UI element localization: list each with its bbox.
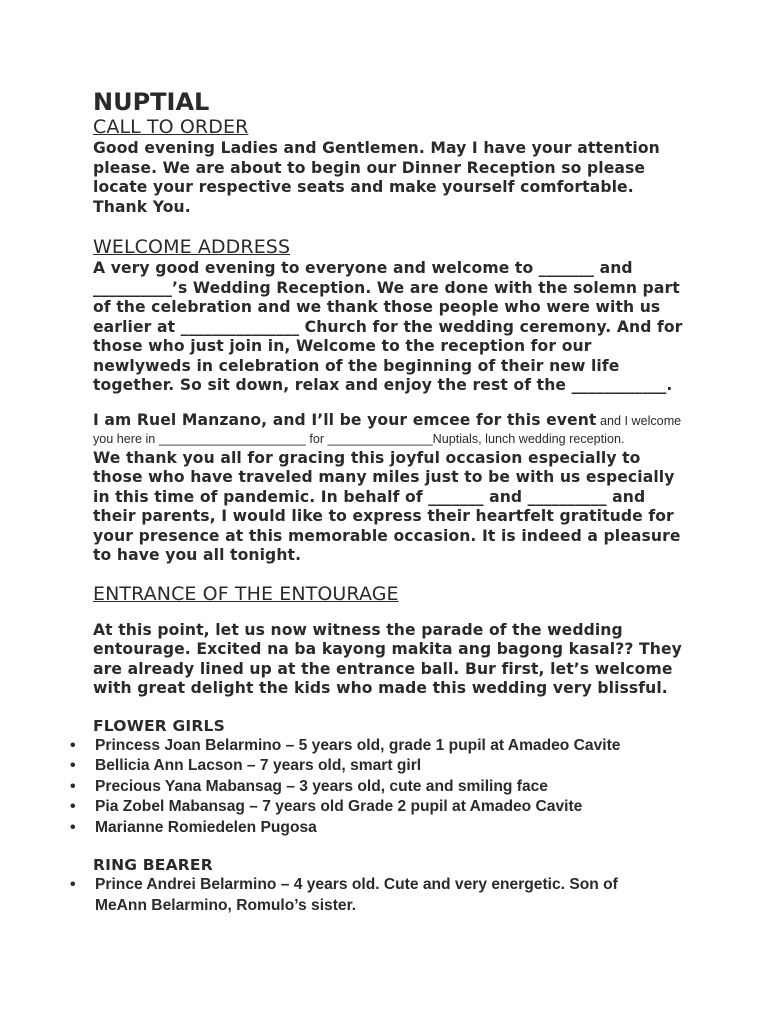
ring-bearer-list (70, 875, 660, 916)
entourage-heading: ENTRANCE OF THE ENTOURAGE (93, 582, 399, 605)
welcome-address-heading: WELCOME ADDRESS (93, 236, 291, 258)
list-item (70, 777, 660, 798)
emcee-intro-small: and I welcome you here in _____________________ for _______________Nuptials, lunch wedding reception. (93, 413, 682, 446)
flower-girl-name: Pia Zobel Mabansag – 7 years old Grade 2 pupil at Amadeo Cavite (95, 798, 583, 816)
flower-girl-name: Precious Yana Mabansag – 3 years old, cute and smiling face (95, 777, 548, 795)
bullet-icon: • (70, 757, 76, 775)
emcee-text: We thank you all for gracing this joyful occasion especially to those who have traveled many miles just to be with us especially in this time of pandemic. In behalf of _______ and __________ and their parents, I would like to express their heartfelt gratitude for your presence at this memorable occasion. It is indeed a pleasure to have you all tonight. (93, 448, 681, 564)
bullet-icon: • (70, 736, 76, 754)
list-item (70, 736, 660, 757)
emcee-intro-paragraph (93, 412, 683, 449)
ring-bearer-heading: RING BEARER (93, 856, 213, 875)
list-item (70, 797, 660, 818)
ring-bearer-name: Prince Andrei Belarmino – 4 years old. Cute and very energetic. Son of MeAnn Belarmino, Romulo’s sister. (95, 876, 618, 915)
call-to-order-text: Good evening Ladies and Gentlemen. May I have your attention please. We are about to begin our Dinner Reception so please locate your respective seats and make yourself comfortable. Thank You. (93, 139, 660, 216)
document-page (70, 88, 683, 917)
list-item (70, 875, 660, 916)
list-item (70, 756, 660, 777)
bullet-icon: • (70, 798, 76, 816)
bullet-icon: • (70, 876, 76, 894)
flower-girl-name: Princess Joan Belarmino – 5 years old, grade 1 pupil at Amadeo Cavite (95, 736, 621, 754)
flower-girl-name: Bellicia Ann Lacson – 7 years old, smart girl (95, 757, 422, 775)
call-to-order-heading: CALL TO ORDER (93, 116, 249, 138)
document-title: NUPTIAL (93, 88, 210, 116)
flower-girl-name: Marianne Romiedelen Pugosa (95, 818, 317, 836)
list-item (70, 818, 660, 839)
flower-girls-heading: FLOWER GIRLS (93, 716, 225, 735)
welcome-address-text: A very good evening to everyone and welcome to _______ and __________’s Wedding Reception. We are done with the solemn part of the celebration and we thank those people who were with us earlier at _______________ Church for the wedding ceremony. And for those who just join in, Welcome to the reception for our newlyweds in celebration of the beginning of their new life together. So sit down, relax and enjoy the rest of the ____________. (93, 259, 683, 394)
emcee-intro: I am Ruel Manzano, and I’ll be your emcee for this event (93, 410, 597, 429)
flower-girls-list (70, 736, 660, 839)
bullet-icon: • (70, 777, 76, 795)
entourage-text: At this point, let us now witness the parade of the wedding entourage. Excited na ba kayong makita ang bagong kasal?? They are already lined up at the entrance ball. Bur first, let’s welcome with great delight the kids who made this wedding very blissful. (93, 620, 682, 697)
bullet-icon: • (70, 818, 76, 836)
